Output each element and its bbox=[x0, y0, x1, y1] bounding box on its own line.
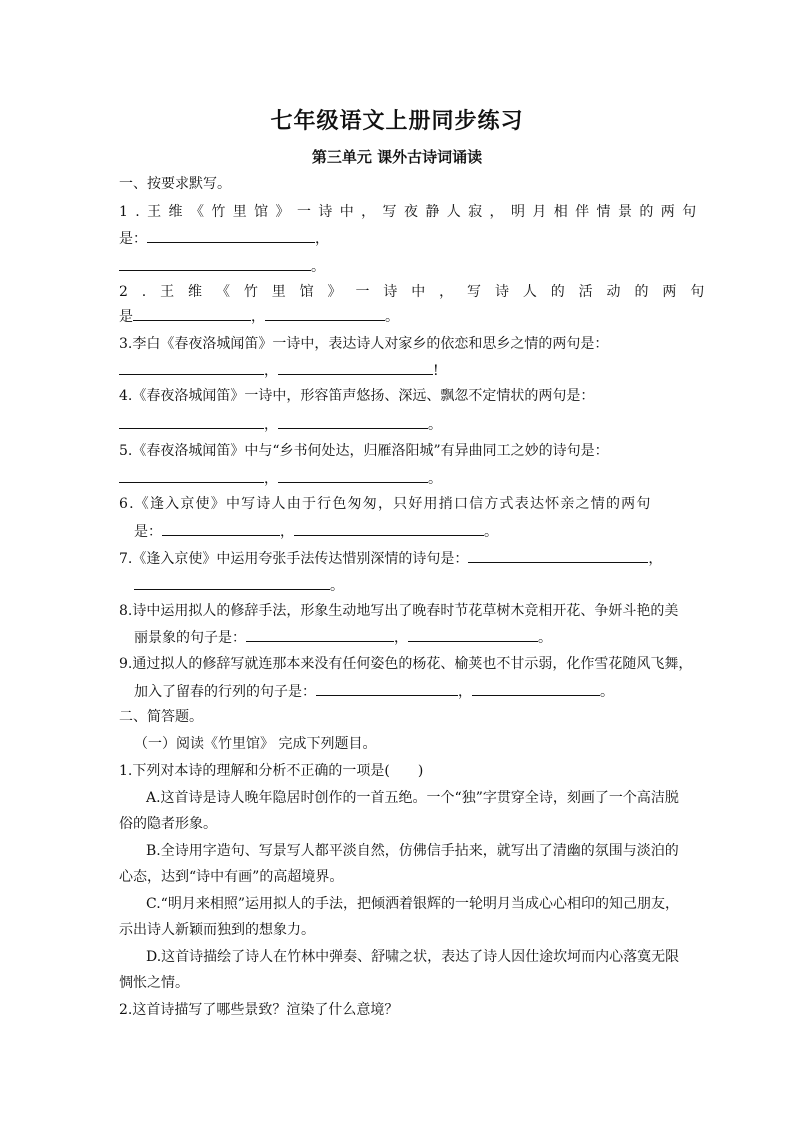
option-a-line-2: 俗的隐者形象。 bbox=[119, 816, 217, 832]
punct: ， bbox=[264, 363, 278, 379]
punct: 。 bbox=[600, 684, 614, 700]
question-3-line-1: 3.李白《春夜洛城闻笛》一诗中，表达诗人对家乡的依恋和思乡之情的两句是： bbox=[119, 336, 609, 352]
option-d-line-1: D.这首诗描绘了诗人在竹林中弹奏、舒啸之状，表达了诗人因仕途坎坷而内心落寞无限 bbox=[146, 949, 680, 965]
option-c-line-1: C.“明月来相照”运用拟人的手法，把倾洒着银辉的一轮明月当成心心相印的知己朋友， bbox=[146, 896, 679, 912]
question-2-line-1: 2.王维《竹里馆》一诗中，写诗人的活动的两句 bbox=[119, 284, 719, 300]
question-4-line-2 bbox=[119, 414, 442, 435]
answer-blank[interactable] bbox=[265, 306, 385, 321]
question-1-label: 是： bbox=[119, 231, 147, 247]
section-heading-2: 二、简答题。 bbox=[119, 709, 203, 725]
answer-blank[interactable] bbox=[119, 360, 264, 375]
reading-part-1: （一）阅读《竹里馆》 完成下列题目。 bbox=[134, 736, 377, 752]
answer-blank[interactable] bbox=[316, 681, 458, 696]
question-1-line-2 bbox=[119, 228, 329, 249]
answer-blank[interactable] bbox=[408, 627, 538, 642]
punct: ， bbox=[648, 551, 663, 567]
question-6-line-2 bbox=[134, 521, 498, 542]
answer-blank[interactable] bbox=[246, 627, 394, 642]
punct: ， bbox=[264, 417, 278, 433]
question-3-line-2 bbox=[119, 360, 439, 381]
answer-blank[interactable] bbox=[147, 228, 315, 243]
question-8-line-2 bbox=[134, 627, 552, 648]
option-d-line-2: 惆怅之情。 bbox=[119, 975, 189, 991]
page-title: 七年级语文上册同步练习 bbox=[270, 108, 524, 134]
question-7-line-2 bbox=[134, 575, 344, 596]
answer-blank[interactable] bbox=[468, 548, 648, 563]
answer-blank[interactable] bbox=[119, 468, 264, 483]
answer-blank[interactable] bbox=[278, 360, 433, 375]
question-2-label: 是 bbox=[119, 309, 133, 325]
section-heading-1: 一、按要求默写。 bbox=[119, 176, 231, 192]
option-b-line-2: 心态，达到“诗中有画”的高超境界。 bbox=[119, 869, 344, 885]
answer-blank[interactable] bbox=[133, 306, 251, 321]
option-a-line-1: A.这首诗是诗人晚年隐居时创作的一首五绝。一个“独”字贯穿全诗，刻画了一个高洁脱 bbox=[146, 790, 679, 806]
answer-blank[interactable] bbox=[472, 681, 600, 696]
answer-blank[interactable] bbox=[119, 414, 264, 429]
question-2-line-2 bbox=[119, 306, 399, 327]
page-subtitle: 第三单元 课外古诗词诵读 bbox=[311, 148, 483, 166]
answer-blank[interactable] bbox=[278, 414, 428, 429]
punct: 。 bbox=[428, 471, 442, 487]
punct: 。 bbox=[385, 309, 399, 325]
answer-blank[interactable] bbox=[134, 575, 330, 590]
question-8-label: 丽景象的句子是： bbox=[134, 630, 246, 646]
short-question-2: 2.这首诗描写了哪些景致？渲染了什么意境？ bbox=[119, 1002, 399, 1018]
punct: ， bbox=[251, 309, 265, 325]
punct: ， bbox=[315, 231, 329, 247]
mc-question-1: 1.下列对本诗的理解和分析不正确的一项是( ) bbox=[119, 763, 424, 779]
question-1-line-3 bbox=[119, 256, 325, 277]
punct: 。 bbox=[311, 259, 325, 275]
question-6-label: 是： bbox=[134, 524, 162, 540]
question-1-line-1: 1.王维《竹里馆》一诗中，写夜静人寂，明月相伴情景的两句 bbox=[119, 204, 704, 220]
question-4-line-1: 4.《春夜洛城闻笛》一诗中，形容笛声悠扬、深远、飘忽不定情状的两句是： bbox=[119, 388, 595, 404]
punct: ， bbox=[264, 471, 278, 487]
option-b-line-1: B.全诗用字造句、写景写人都平淡自然，仿佛信手拈来，就写出了清幽的氛围与淡泊的 bbox=[146, 843, 679, 859]
question-6-line-1: 6.《逢入京使》中写诗人由于行色匆匆，只好用捎口信方式表达怀亲之情的两句 bbox=[119, 496, 652, 512]
punct: 。 bbox=[428, 417, 442, 433]
punct: ! bbox=[433, 363, 439, 379]
punct: 。 bbox=[330, 578, 344, 594]
question-9-line-2 bbox=[134, 681, 614, 702]
question-9-line-1: 9.通过拟人的修辞写就连那本来没有任何姿色的杨花、榆荚也不甘示弱，化作雪花随风飞舞， bbox=[119, 656, 693, 672]
punct: ， bbox=[458, 684, 472, 700]
question-7-line-1 bbox=[119, 548, 662, 569]
answer-blank[interactable] bbox=[278, 468, 428, 483]
question-9-label: 加入了留春的行列的句子是： bbox=[134, 684, 316, 700]
question-8-line-1: 8.诗中运用拟人的修辞手法，形象生动地写出了晚春时节花草树木竞相开花、争妍斗艳的美 bbox=[119, 603, 679, 619]
answer-blank[interactable] bbox=[162, 521, 280, 536]
answer-blank[interactable] bbox=[294, 521, 484, 536]
answer-blank[interactable] bbox=[119, 256, 311, 271]
question-7-label: 7.《逢入京使》中运用夸张手法传达惜别深情的诗句是： bbox=[119, 551, 469, 567]
punct: 。 bbox=[538, 630, 552, 646]
punct: 。 bbox=[484, 524, 498, 540]
question-5-line-2 bbox=[119, 468, 442, 489]
question-5-line-1: 5.《春夜洛城闻笛》中与“乡书何处达，归雁洛阳城”有异曲同工之妙的诗句是： bbox=[119, 443, 609, 459]
punct: ， bbox=[280, 524, 294, 540]
punct: ， bbox=[394, 630, 408, 646]
option-c-line-2: 示出诗人新颖而独到的想象力。 bbox=[119, 922, 315, 938]
